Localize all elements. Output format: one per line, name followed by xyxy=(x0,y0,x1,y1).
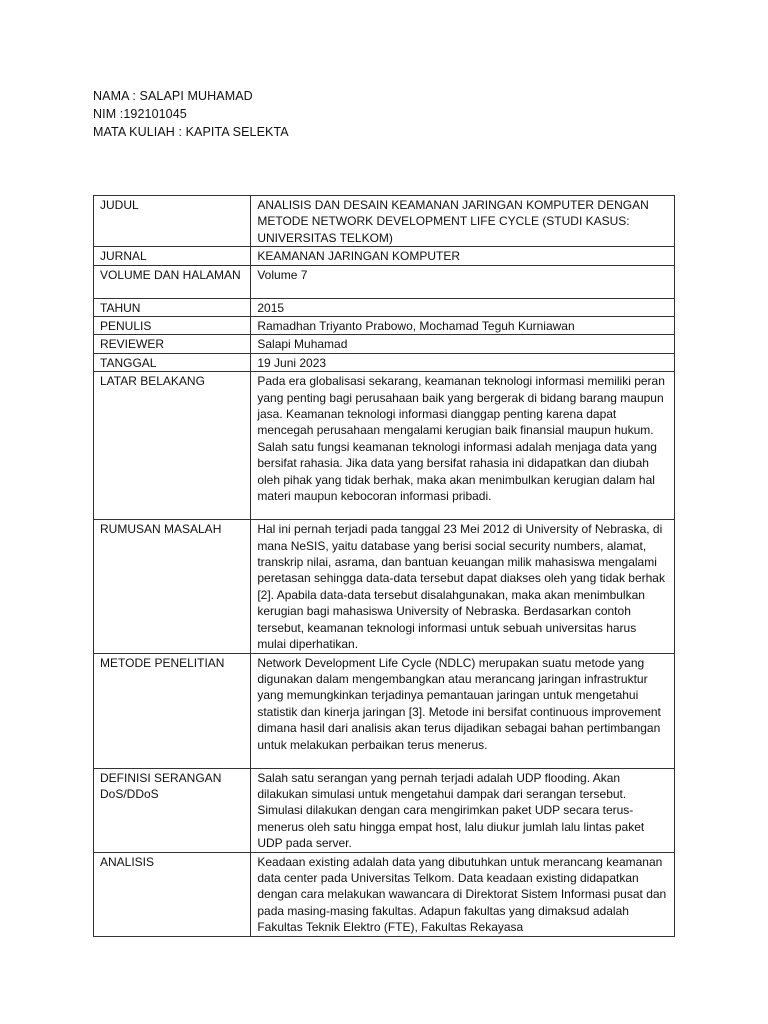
row-label: RUMUSAN MASALAH xyxy=(94,520,251,653)
row-label: TANGGAL xyxy=(94,353,251,371)
table-row xyxy=(94,768,675,852)
row-label: VOLUME DAN HALAMAN xyxy=(94,265,251,298)
table-row xyxy=(94,653,675,768)
table-row xyxy=(94,298,675,316)
row-value: Salapi Muhamad xyxy=(251,335,675,353)
row-label: LATAR BELAKANG xyxy=(94,372,251,520)
student-name: NAMA : SALAPI MUHAMAD xyxy=(93,89,253,103)
student-nim: NIM :192101045 xyxy=(93,107,187,121)
row-value: ANALISIS DAN DESAIN KEAMANAN JARINGAN KOMPUTER DENGAN METODE NETWORK DEVELOPMENT LIFE CYCLE (STUDI KASUS: UNIVERSITAS TELKOM) xyxy=(251,196,675,247)
row-value: Network Development Life Cycle (NDLC) merupakan suatu metode yang digunakan dalam mengembangkan atau merancang jaringan infrastruktur yang memungkinkan terjadinya pemantauan jaringan untuk mengetahui statistik dan kinerja jaringan [3]. Metode ini bersifat continuous improvement dimana hasil dari analisis akan terus dijadikan sebagai bahan pertimbangan untuk melakukan perbaikan terus menerus. xyxy=(251,653,675,768)
row-label: METODE PENELITIAN xyxy=(94,653,251,768)
row-label: PENULIS xyxy=(94,317,251,335)
table-row xyxy=(94,520,675,653)
row-value: Ramadhan Triyanto Prabowo, Mochamad Teguh Kurniawan xyxy=(251,317,675,335)
row-label: ANALISIS xyxy=(94,852,251,936)
row-value: Pada era globalisasi sekarang, keamanan teknologi informasi memiliki peran yang penting bagi perusahaan baik yang bergerak di bidang barang maupun jasa. Keamanan teknologi informasi dianggap penting karena dapat mencegah perusahaan mengalami kerugian baik finansial maupun hukum. Salah satu fungsi keamanan teknologi informasi adalah menjaga data yang bersifat rahasia. Jika data yang bersifat rahasia ini didapatkan dan diubah oleh pihak yang tidak berhak, maka akan menimbulkan kerugian dalam hal materi maupun kebocoran informasi pribadi. xyxy=(251,372,675,520)
row-value: Volume 7 xyxy=(251,265,675,298)
row-value: Hal ini pernah terjadi pada tanggal 23 Mei 2012 di University of Nebraska, di mana NeSIS, yaitu database yang berisi social security numbers, alamat, transkrip nilai, asrama, dan bantuan keuangan milik mahasiswa mengalami peretasan sehingga data-data tersebut dapat diakses oleh yang tidak berhak [2]. Apabila data-data tersebut disalahgunakan, maka akan menimbulkan kerugian bagi mahasiswa University of Nebraska. Berdasarkan contoh tersebut, keamanan teknologi informasi untuk sebuah universitas harus mulai diperhatikan. xyxy=(251,520,675,653)
course-name: MATA KULIAH : KAPITA SELEKTA xyxy=(93,125,289,139)
table-row xyxy=(94,335,675,353)
row-label: REVIEWER xyxy=(94,335,251,353)
row-value: 2015 xyxy=(251,298,675,316)
row-label: JURNAL xyxy=(94,247,251,265)
row-label: DEFINISI SERANGAN DoS/DDoS xyxy=(94,768,251,852)
table-row xyxy=(94,852,675,936)
row-value xyxy=(251,852,675,936)
table-row xyxy=(94,247,675,265)
table-row xyxy=(94,196,675,247)
table-row xyxy=(94,372,675,520)
table-row xyxy=(94,317,675,335)
row-value-text: Keadaan existing adalah data yang dibutuhkan untuk merancang keamanan data center pada Universitas Telkom. Data keadaan existing didapatkan dengan cara melakukan wawancara di Direktorat Sistem Informasi pusat dan pada masing-masing fakultas. Adapun fakultas yang dimaksud adalah Fakultas Teknik Elektro (FTE), Fakultas Rekayasa xyxy=(257,854,667,935)
table-row xyxy=(94,353,675,371)
student-info xyxy=(93,87,289,141)
table-row xyxy=(94,265,675,298)
row-value: KEAMANAN JARINGAN KOMPUTER xyxy=(251,247,675,265)
row-value: 19 Juni 2023 xyxy=(251,353,675,371)
row-label: JUDUL xyxy=(94,196,251,247)
row-label: TAHUN xyxy=(94,298,251,316)
row-value: Salah satu serangan yang pernah terjadi adalah UDP flooding. Akan dilakukan simulasi untuk mengetahui dampak dari serangan tersebut. Simulasi dilakukan dengan cara mengirimkan paket UDP secara terus-menerus oleh satu hingga empat host, lalu diukur jumlah lalu lintas paket UDP pada server. xyxy=(251,768,675,852)
journal-review-table xyxy=(93,195,675,937)
